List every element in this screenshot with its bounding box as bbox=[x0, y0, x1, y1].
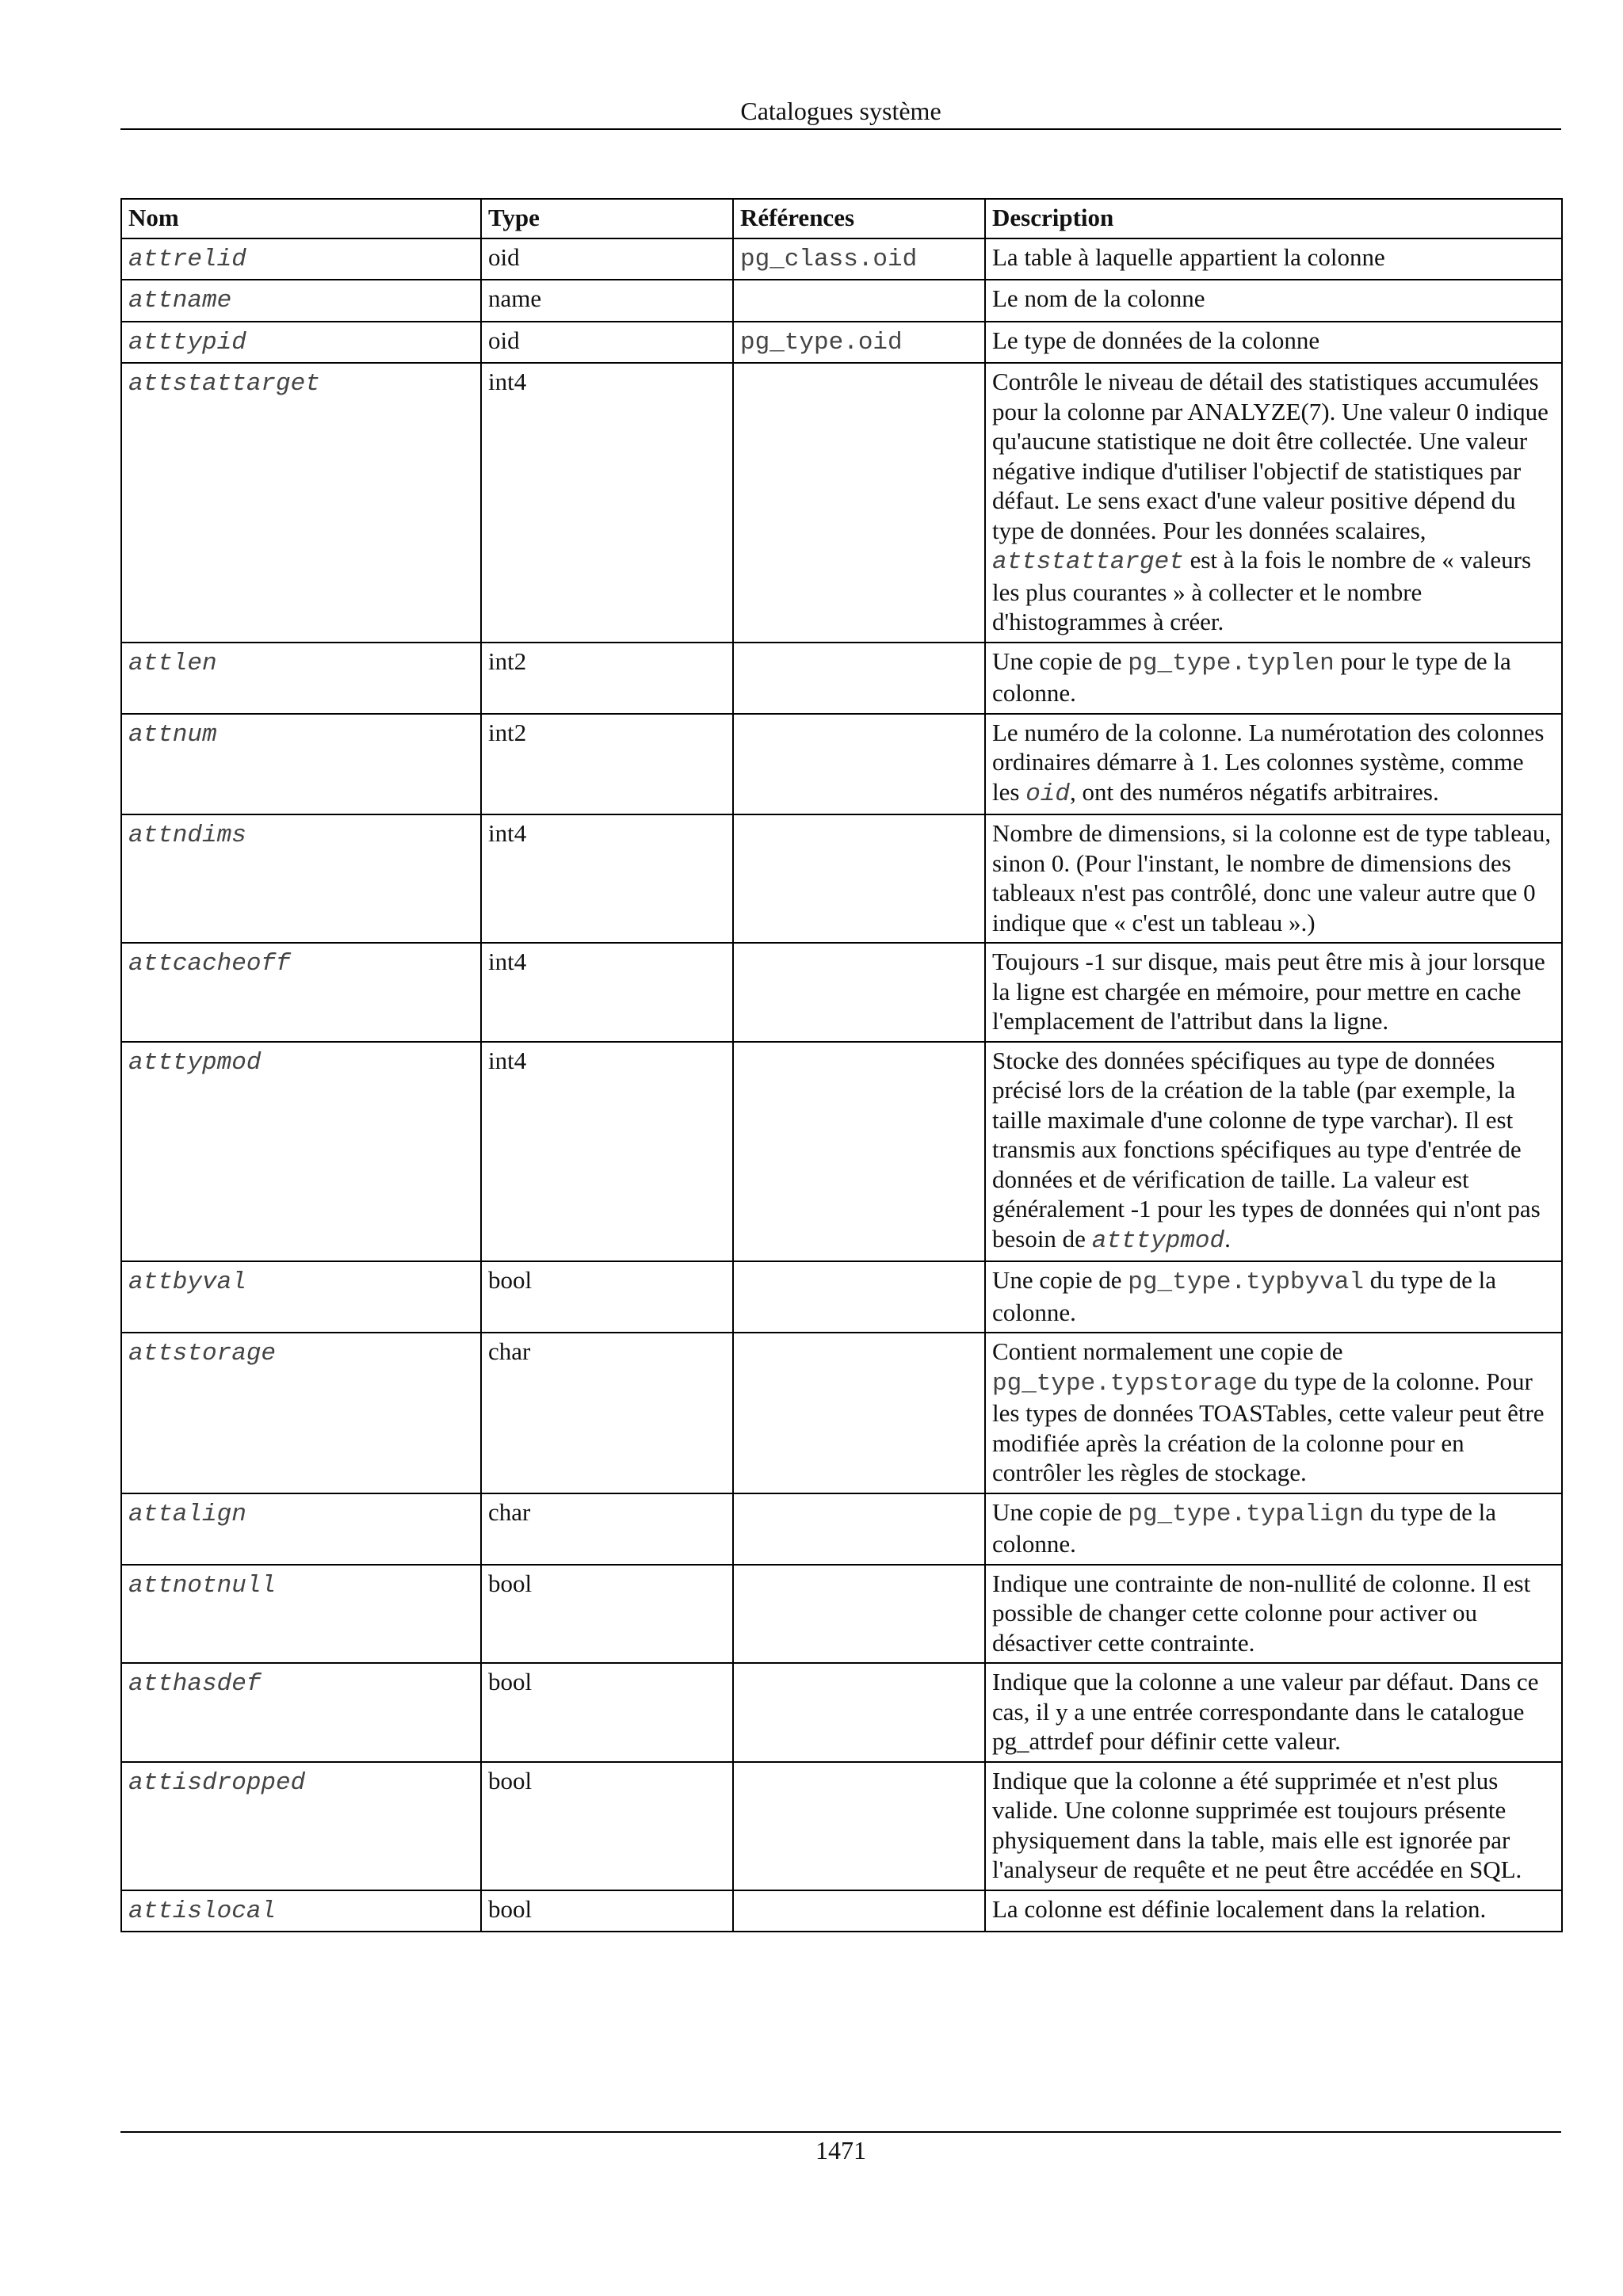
description-text: Indique que la colonne a été supprimée et n'est plus valide. Une colonne supprimée est toujours présente physiquement dans la table, mais elle est ignorée par l'analyseur de requête et ne peut être accédée en SQL. bbox=[992, 1766, 1522, 1883]
description-text: est à la fois le nombre de « valeurs les plus courantes » à collecter et le nombre d'histogrammes à créer. bbox=[992, 546, 1532, 635]
table-header-row bbox=[121, 199, 1562, 238]
column-name-cell: attndims bbox=[128, 822, 246, 849]
description-text: Le type de données de la colonne bbox=[992, 326, 1320, 354]
description-text: du type de la colonne. Pour les types de données TOASTables, cette valeur peut être modifiée après la création de la colonne pour en contrôler les règles de stockage. bbox=[992, 1367, 1545, 1486]
cell-nom bbox=[121, 1565, 481, 1664]
description-text: La colonne est définie localement dans la relation. bbox=[992, 1894, 1487, 1923]
cell-description bbox=[985, 363, 1562, 643]
column-name-cell: attcacheoff bbox=[128, 950, 291, 978]
cell-type: bool bbox=[481, 1261, 733, 1333]
cell-description bbox=[985, 280, 1562, 322]
cell-references bbox=[733, 1890, 985, 1932]
table-row bbox=[121, 1261, 1562, 1333]
cell-type: oid bbox=[481, 322, 733, 364]
description-text: du type de la colonne. bbox=[992, 1497, 1496, 1558]
table-row bbox=[121, 1663, 1562, 1762]
cell-description bbox=[985, 1261, 1562, 1333]
cell-nom bbox=[121, 1261, 481, 1333]
cell-references bbox=[733, 1565, 985, 1664]
table-row bbox=[121, 280, 1562, 322]
cell-references bbox=[733, 1261, 985, 1333]
cell-nom bbox=[121, 322, 481, 364]
cell-references bbox=[733, 1663, 985, 1762]
cell-description bbox=[985, 943, 1562, 1042]
catalog-table bbox=[120, 198, 1563, 1932]
cell-description bbox=[985, 1333, 1562, 1493]
column-name-cell: attisdropped bbox=[128, 1768, 306, 1797]
column-name-cell: atthasdef bbox=[128, 1670, 262, 1698]
table-row bbox=[121, 1493, 1562, 1565]
description-code: attstattarget bbox=[992, 548, 1184, 576]
cell-references bbox=[733, 1042, 985, 1262]
cell-references bbox=[733, 280, 985, 322]
cell-nom bbox=[121, 238, 481, 280]
cell-nom bbox=[121, 1493, 481, 1565]
description-code: pg_type.typalign bbox=[1128, 1500, 1364, 1528]
description-code: pg_type.typlen bbox=[1128, 649, 1335, 677]
page-footer bbox=[120, 2131, 1561, 2168]
column-name-cell: atttypmod bbox=[128, 1048, 262, 1077]
cell-references bbox=[733, 943, 985, 1042]
cell-description bbox=[985, 1565, 1562, 1664]
column-header-nom: Nom bbox=[121, 199, 481, 238]
cell-description bbox=[985, 1042, 1562, 1262]
cell-references bbox=[733, 363, 985, 643]
cell-description bbox=[985, 1663, 1562, 1762]
cell-references bbox=[733, 238, 985, 280]
column-name-cell: attnotnull bbox=[128, 1571, 277, 1600]
table-row bbox=[121, 322, 1562, 364]
description-text: Une copie de bbox=[992, 1266, 1128, 1294]
cell-nom bbox=[121, 280, 481, 322]
table-row bbox=[121, 1333, 1562, 1493]
cell-nom bbox=[121, 643, 481, 714]
table-row bbox=[121, 1565, 1562, 1664]
description-text: La table à laquelle appartient la colonne bbox=[992, 242, 1385, 271]
cell-type: name bbox=[481, 280, 733, 322]
column-header-description: Description bbox=[985, 199, 1562, 238]
cell-description bbox=[985, 1890, 1562, 1932]
description-code: atttypmod bbox=[1091, 1226, 1225, 1255]
column-name-cell: attnum bbox=[128, 720, 217, 749]
table-row bbox=[121, 363, 1562, 643]
description-text: Une copie de bbox=[992, 646, 1128, 675]
cell-type: oid bbox=[481, 238, 733, 280]
column-header-type: Type bbox=[481, 199, 733, 238]
cell-description bbox=[985, 1493, 1562, 1565]
cell-description bbox=[985, 322, 1562, 364]
description-text: Contient normalement une copie de bbox=[992, 1337, 1343, 1365]
description-text: . bbox=[1224, 1224, 1231, 1253]
description-text: du type de la colonne. bbox=[992, 1266, 1496, 1326]
table-row bbox=[121, 643, 1562, 714]
cell-type: int2 bbox=[481, 714, 733, 815]
cell-type: bool bbox=[481, 1890, 733, 1932]
column-name-cell: attstorage bbox=[128, 1340, 277, 1367]
cell-references bbox=[733, 1333, 985, 1493]
column-name-cell: attname bbox=[128, 287, 232, 315]
description-text: Indique que la colonne a une valeur par défaut. Dans ce cas, il y a une entrée correspondante dans le catalogue pg_attrdef pour définir cette valeur. bbox=[992, 1668, 1539, 1755]
cell-nom bbox=[121, 1762, 481, 1890]
column-name-cell: attrelid bbox=[128, 245, 246, 273]
description-text: pour le type de la colonne. bbox=[992, 646, 1511, 707]
cell-references bbox=[733, 322, 985, 364]
cell-nom bbox=[121, 363, 481, 643]
table-row bbox=[121, 714, 1562, 815]
description-text: Contrôle le niveau de détail des statistiques accumulées pour la colonne par ANALYZE(7). Une valeur 0 indique qu'aucune statistique ne doit être collectée. Une valeur négative indique d'utiliser l'objectif de statistiques par défaut. Le sens exact d'une valeur positive dépend du type de données. Pour les données scalaires, bbox=[992, 368, 1549, 544]
description-text: Stocke des données spécifiques au type de données précisé lors de la création de la table (par exemple, la taille maximale d'une colonne de type varchar). Il est transmis aux fonctions spécifiques au type d'entrée de données et de vérification de taille. La valeur est généralement -1 pour les types de données qui n'ont pas besoin de bbox=[992, 1046, 1541, 1253]
description-text: Nombre de dimensions, si la colonne est de type tableau, sinon 0. (Pour l'instant, le nombre de dimensions des tableaux n'est pas contrôlé, donc une valeur autre que 0 indique que « c'est un tableau ».) bbox=[992, 819, 1552, 936]
cell-description bbox=[985, 714, 1562, 815]
column-name-cell: attbyval bbox=[128, 1268, 246, 1296]
reference-value: pg_type.oid bbox=[740, 328, 903, 357]
page-header bbox=[120, 93, 1561, 130]
cell-description bbox=[985, 643, 1562, 714]
table-row bbox=[121, 814, 1562, 943]
table-body bbox=[121, 238, 1562, 1932]
cell-type: int4 bbox=[481, 814, 733, 943]
cell-description bbox=[985, 1762, 1562, 1890]
cell-type: int2 bbox=[481, 643, 733, 714]
cell-type: bool bbox=[481, 1565, 733, 1664]
description-code: oid bbox=[1025, 780, 1070, 808]
cell-nom bbox=[121, 814, 481, 943]
column-name-cell: atttypid bbox=[128, 328, 246, 357]
cell-nom bbox=[121, 1890, 481, 1932]
cell-references bbox=[733, 714, 985, 815]
table-row bbox=[121, 1890, 1562, 1932]
column-name-cell: attalign bbox=[128, 1500, 246, 1528]
cell-nom bbox=[121, 1042, 481, 1262]
column-header-references: Références bbox=[733, 199, 985, 238]
column-name-cell: attlen bbox=[128, 649, 217, 677]
description-text: Une copie de bbox=[992, 1497, 1128, 1526]
description-text: Le numéro de la colonne. La numérotation des colonnes ordinaires démarre à 1. Les colonnes système, comme les bbox=[992, 718, 1545, 806]
cell-type: char bbox=[481, 1493, 733, 1565]
description-text: , ont des numéros négatifs arbitraires. bbox=[1070, 777, 1439, 806]
cell-nom bbox=[121, 943, 481, 1042]
description-text: Indique une contrainte de non-nullité de colonne. Il est possible de changer cette colonne pour activer ou désactiver cette contrainte. bbox=[992, 1569, 1531, 1657]
column-name-cell: attislocal bbox=[128, 1897, 277, 1925]
cell-type: bool bbox=[481, 1663, 733, 1762]
table-row bbox=[121, 238, 1562, 280]
cell-references bbox=[733, 643, 985, 714]
column-name-cell: attstattarget bbox=[128, 370, 320, 398]
description-code: pg_type.typbyval bbox=[1128, 1268, 1364, 1296]
page-header-title: Catalogues système bbox=[740, 97, 941, 125]
table-row bbox=[121, 1762, 1562, 1890]
table-row bbox=[121, 943, 1562, 1042]
cell-description bbox=[985, 814, 1562, 943]
cell-type: bool bbox=[481, 1762, 733, 1890]
table-row bbox=[121, 1042, 1562, 1262]
cell-references bbox=[733, 814, 985, 943]
cell-description bbox=[985, 238, 1562, 280]
cell-type: int4 bbox=[481, 943, 733, 1042]
description-code: pg_type.typstorage bbox=[992, 1369, 1258, 1398]
description-text: Le nom de la colonne bbox=[992, 284, 1205, 312]
cell-type: int4 bbox=[481, 1042, 733, 1262]
table-header bbox=[121, 199, 1562, 238]
description-text: Toujours -1 sur disque, mais peut être mis à jour lorsque la ligne est chargée en mémoire, pour mettre en cache l'emplacement de l'attribut dans la ligne. bbox=[992, 948, 1545, 1035]
page-number: 1471 bbox=[815, 2136, 866, 2164]
cell-nom bbox=[121, 1333, 481, 1493]
cell-references bbox=[733, 1762, 985, 1890]
cell-nom bbox=[121, 1663, 481, 1762]
cell-type: int4 bbox=[481, 363, 733, 643]
reference-value: pg_class.oid bbox=[740, 245, 918, 273]
cell-type: char bbox=[481, 1333, 733, 1493]
cell-references bbox=[733, 1493, 985, 1565]
cell-nom bbox=[121, 714, 481, 815]
